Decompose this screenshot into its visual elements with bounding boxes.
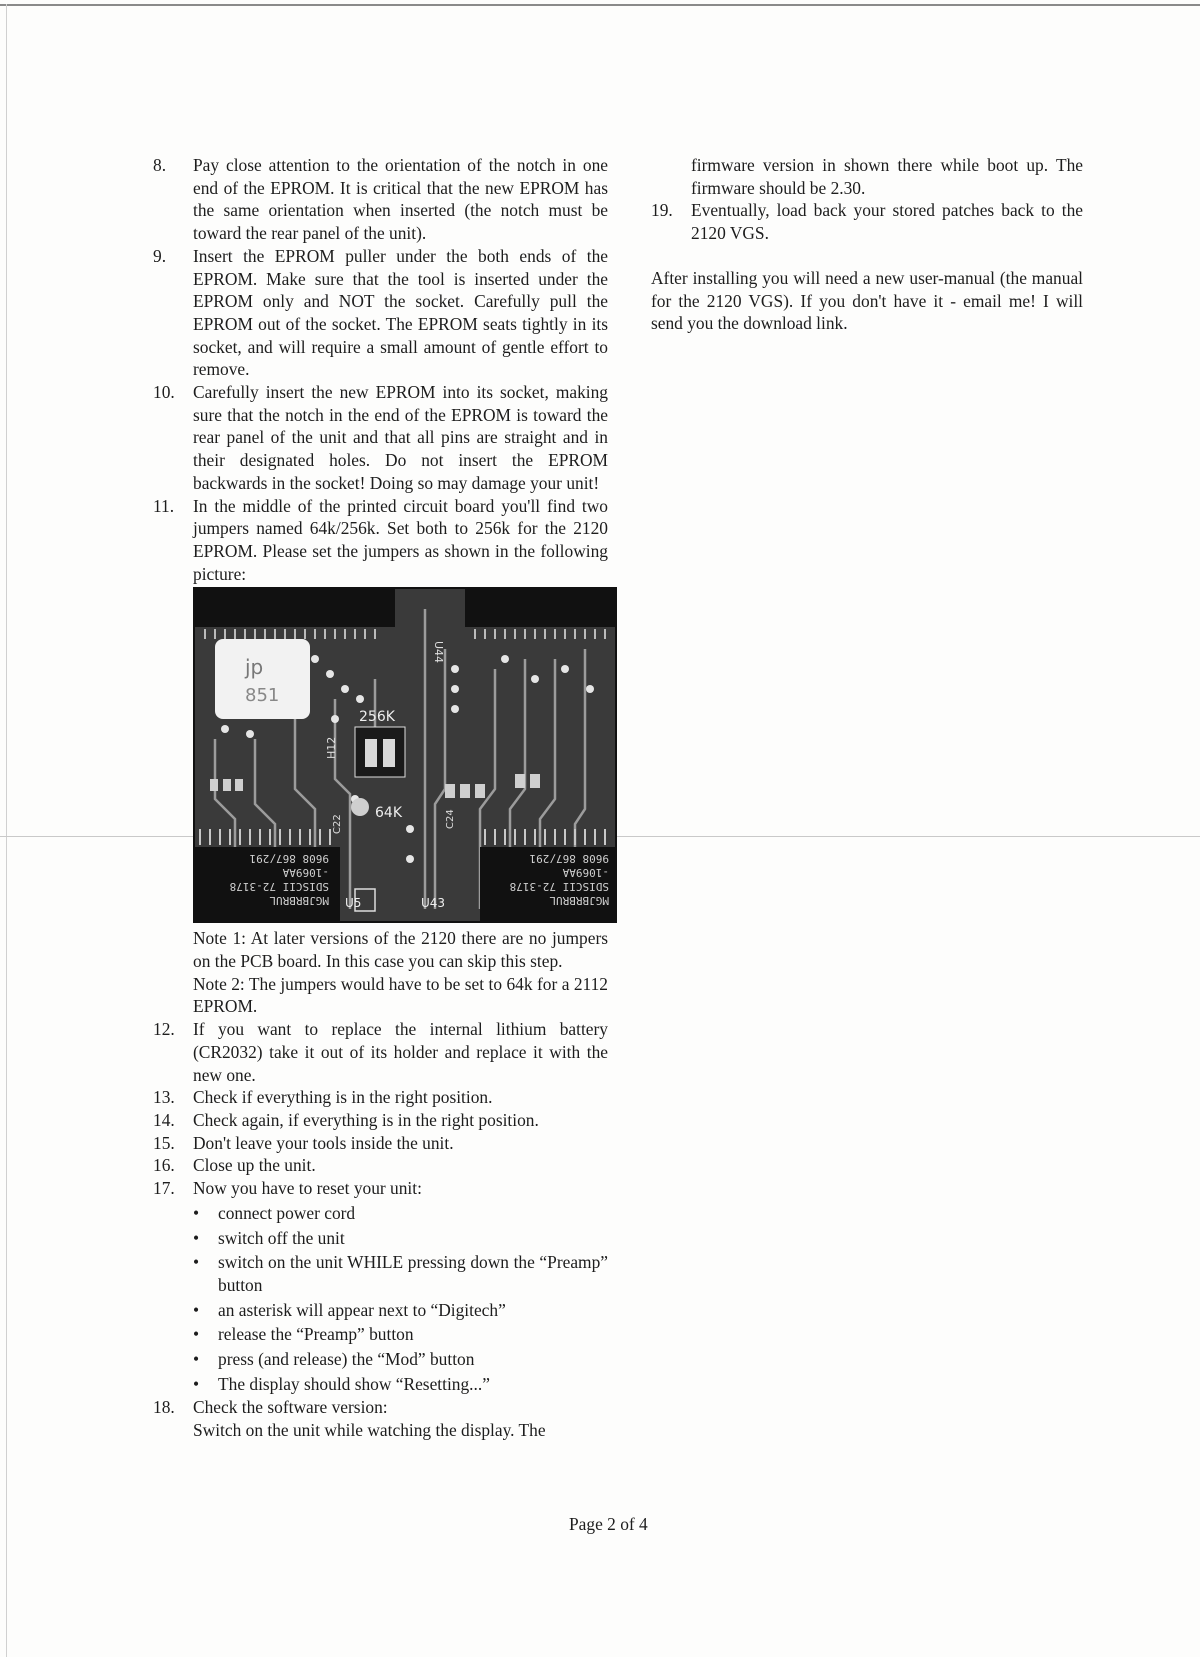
note-1: Note 1: At later versions of the 2120 there are no jumpers on the PCB board. In this case you can skip this step.: [193, 928, 608, 972]
scan-edge-left: [6, 4, 7, 1657]
step-number: 12.: [153, 1019, 175, 1040]
step-text: Check if everything is in the right position.: [193, 1087, 493, 1108]
list-item: • The display should show “Resetting...”: [193, 1373, 490, 1394]
bullet-icon: •: [193, 1373, 200, 1394]
c22-label: C22: [332, 814, 343, 835]
step-19: [651, 199, 1083, 244]
step-text: Insert the EPROM puller under the both ends of the EPROM. Make sure that the tool is inserted under the EPROM only and NOT the socket. Carefully pull the EPROM out of the socket. The EPROM seats tightly in its socket, and will require a small amount of gentle effort to remove.: [193, 245, 608, 380]
step-number: 10.: [153, 382, 175, 403]
bullet-icon: •: [193, 1349, 200, 1370]
step-14: [153, 1109, 608, 1132]
jumper-2: [383, 739, 395, 767]
bullet-icon: •: [193, 1202, 200, 1223]
step-11: [153, 495, 608, 586]
jumper-block: [355, 727, 405, 777]
list-item: • connect power cord: [193, 1202, 356, 1223]
step-text: Close up the unit.: [193, 1155, 316, 1176]
after-install-paragraph: After installing you will need a new user-manual (the manual for the 2120 VGS). If you don't have it - email me! I will send you the download link.: [651, 267, 1083, 334]
step-number: 14.: [153, 1109, 175, 1130]
chip-sticker: [215, 639, 310, 719]
pcb-hole: [351, 798, 369, 816]
chip-line: 9608 867/291: [529, 852, 609, 866]
chip-line: SDISCII 72-3178: [509, 880, 609, 894]
reset-bullet-list: [193, 1202, 608, 1396]
bullet-icon: •: [193, 1252, 200, 1273]
step-text: Don't leave your tools inside the unit.: [193, 1132, 454, 1153]
step-number: 8.: [153, 155, 167, 175]
step-number: 15.: [153, 1132, 175, 1153]
c24-label: C24: [445, 809, 456, 830]
step-13: [153, 1086, 608, 1109]
step-continuation: Switch on the unit while watching the display. The: [193, 1420, 546, 1441]
step-11-notes: [153, 927, 608, 1018]
list-item: • an asterisk will appear next to “Digitech”: [193, 1299, 506, 1320]
h12-label: H12: [325, 737, 338, 760]
step-number: 9.: [153, 245, 167, 266]
chip-line: -1069AA: [562, 866, 609, 880]
list-item: • release the “Preamp” button: [193, 1324, 414, 1345]
step-12: [153, 1018, 608, 1086]
step-text: Check again, if everything is in the right position.: [193, 1109, 539, 1130]
u44-label: U44: [432, 641, 445, 664]
step-text: If you want to replace the internal lithium battery (CR2032) take it out of its holder and replace it with the new one.: [193, 1019, 608, 1085]
step-text: Now you have to reset your unit:: [193, 1178, 422, 1199]
step-18: [153, 1396, 608, 1441]
step-number: 16.: [153, 1155, 175, 1176]
step-number: 13.: [153, 1087, 175, 1108]
jumper-64k-label: 64K: [375, 805, 402, 822]
step-15: [153, 1132, 608, 1155]
chip-line: 9608 867/291: [249, 852, 329, 866]
u5-label: U5: [345, 896, 362, 911]
step-number: 18.: [153, 1397, 175, 1418]
list-item: • press (and release) the “Mod” button: [193, 1349, 475, 1370]
step-18-continued: [651, 154, 1083, 199]
sticker-top-text: jp: [245, 655, 264, 680]
bullet-icon: •: [193, 1227, 200, 1248]
step-number: 17.: [153, 1178, 175, 1199]
scan-edge-top: [0, 4, 1200, 6]
chip-line: MGJBRBRUL: [549, 894, 609, 908]
right-column: [651, 154, 1083, 335]
u43-label: U43: [421, 896, 446, 911]
bullet-icon: •: [193, 1324, 200, 1345]
top-right-chip: [465, 589, 615, 627]
step-text: Eventually, load back your stored patches back to the 2120 VGS.: [691, 200, 1083, 244]
chip-line: MGJBRBRUL: [269, 894, 329, 908]
note-2: Note 2: The jumpers would have to be set to 64k for a 2112 EPROM.: [193, 973, 608, 1017]
page-number: Page 2 of 4: [569, 1514, 648, 1534]
chip-line: SDISCII 72-3178: [229, 880, 329, 894]
step-9: [153, 245, 608, 381]
bullet-icon: •: [193, 1299, 200, 1320]
list-item: • switch on the unit WHILE pressing down the “Preamp” button: [193, 1252, 608, 1295]
left-column: [153, 154, 608, 1442]
pcb-jumper-photo: [193, 587, 617, 923]
list-item: • switch off the unit: [193, 1227, 345, 1248]
step-17: [153, 1177, 608, 1395]
step-number: 11.: [153, 495, 175, 516]
step-text: Pay close attention to the orientation of the notch in one end of the EPROM. It is critical that the new EPROM has the same orientation when inserted (the notch must be toward the rear panel of the unit).: [193, 155, 608, 244]
step-10: [153, 381, 608, 495]
top-left-chip: [195, 589, 395, 627]
step-text: Check the software version:: [193, 1397, 388, 1418]
step-number: 19.: [651, 200, 673, 221]
step-text: In the middle of the printed circuit board you'll find two jumpers named 64k/256k. Set both to 256k for the 2120 EPROM. Please set the jumpers as shown in the following picture:: [193, 495, 608, 584]
step-16: [153, 1154, 608, 1177]
step-8: [153, 154, 608, 245]
step-text: Carefully insert the new EPROM into its socket, making sure that the notch in the end of the EPROM is toward the rear panel of the unit and that all pins are straight and in their designated holes. Do not insert the EPROM backwards in the socket! Doing so may damage your unit!: [193, 382, 608, 493]
sticker-bottom-text: 851: [245, 685, 280, 707]
jumper-1: [365, 739, 377, 767]
chip-line: -1069AA: [282, 866, 329, 880]
step-text: firmware version in shown there while boot up. The firmware should be 2.30.: [691, 155, 1083, 198]
jumper-256k-label: 256K: [359, 709, 395, 726]
